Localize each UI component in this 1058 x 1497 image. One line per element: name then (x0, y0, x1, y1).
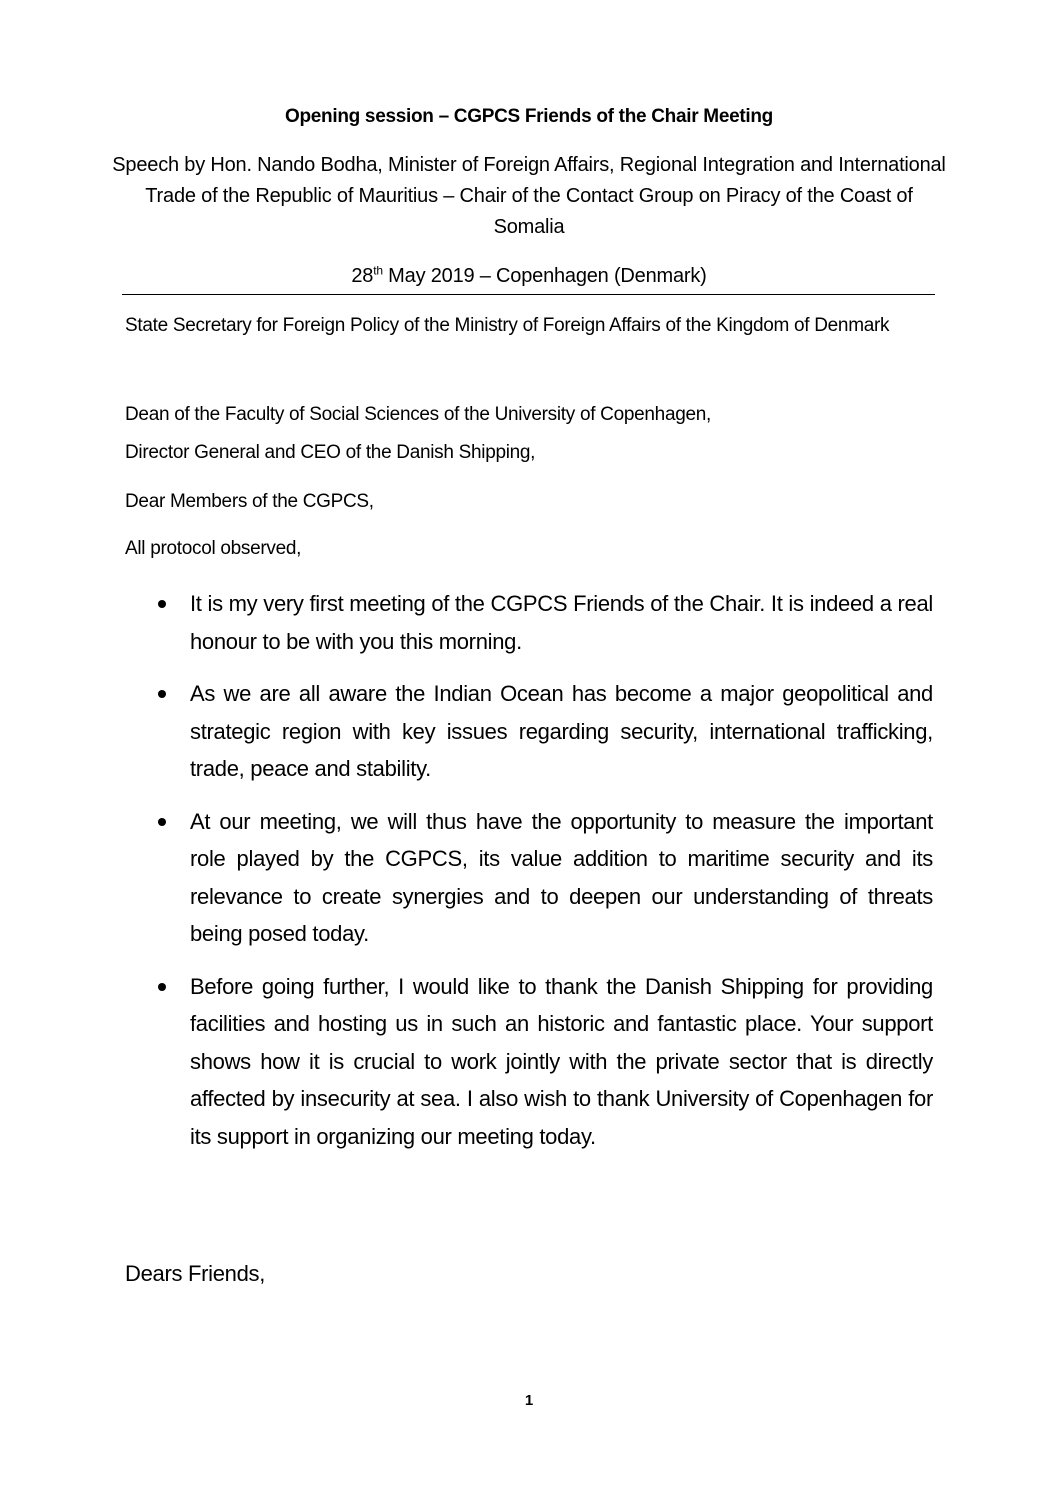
bullet-item (150, 803, 933, 953)
date-day-suffix: th (373, 263, 383, 278)
bullet-dot-icon (158, 983, 166, 991)
bullet-text: It is my very first meeting of the CGPCS Friends of the Chair. It is indeed a real honour to be with you this morning. (190, 591, 933, 654)
document-title: Opening session – CGPCS Friends of the Chair Meeting (285, 106, 773, 127)
bullet-dot-icon (158, 600, 166, 608)
closing-salutation: Dears Friends, (125, 1261, 266, 1286)
speech-bullet-list (150, 585, 933, 1170)
salutation-line: Director General and CEO of the Danish Shipping, (125, 442, 536, 463)
salutation-line: Dear Members of the CGPCS, (125, 491, 374, 512)
date-day: 28 (351, 265, 374, 287)
bullet-dot-icon (158, 690, 166, 698)
date-location-line (0, 262, 1058, 290)
bullet-item (150, 968, 933, 1156)
salutation-line: All protocol observed, (125, 538, 302, 559)
salutation-line: State Secretary for Foreign Policy of the Ministry of Foreign Affairs of the Kingdom of Denmark (125, 315, 890, 336)
header-divider (122, 294, 935, 295)
bullet-text: As we are all aware the Indian Ocean has become a major geopolitical and strategic region with key issues regarding security, international trafficking, trade, peace and stability. (190, 681, 933, 781)
bullet-item (150, 585, 933, 660)
document-subtitle: Speech by Hon. Nando Bodha, Minister of Foreign Affairs, Regional Integration and International Trade of the Republic of Mauritius – Chair of the Contact Group on Piracy of the Coast of Somalia (112, 154, 946, 238)
date-rest: May 2019 – Copenhagen (Denmark) (382, 265, 707, 287)
bullet-text: At our meeting, we will thus have the opportunity to measure the important role played by the CGPCS, its value addition to maritime security and its relevance to create synergies and to deepen our understanding of threats being posed today. (190, 808, 933, 946)
bullet-item (150, 675, 933, 788)
bullet-text: Before going further, I would like to thank the Danish Shipping for providing facilities and hosting us in such an historic and fantastic place. Your support shows how it is crucial to work jointly with the private sector that is directly affected by insecurity at sea. I also wish to thank University of Copenhagen for its support in organizing our meeting today. (190, 973, 933, 1149)
bullet-dot-icon (158, 818, 166, 826)
salutation-line: Dean of the Faculty of Social Sciences of the University of Copenhagen, (125, 404, 711, 425)
page-number: 1 (524, 1392, 534, 1409)
